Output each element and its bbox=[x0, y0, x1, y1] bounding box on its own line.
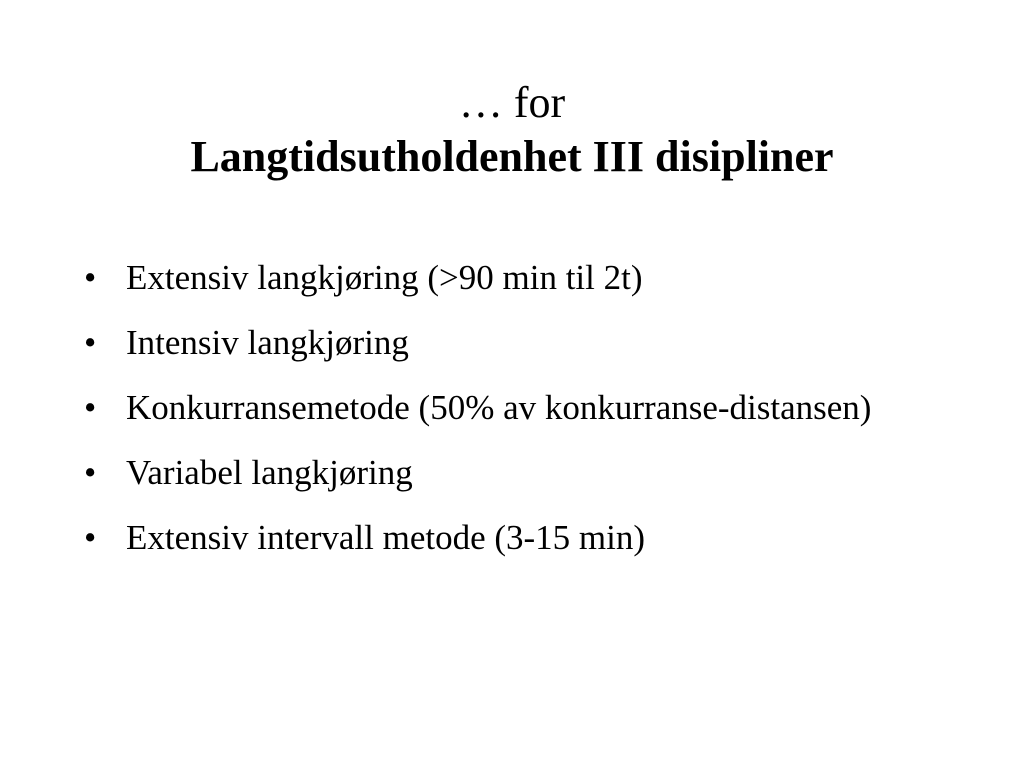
bullet-text: Extensiv langkjøring (>90 min til 2t) bbox=[126, 258, 643, 297]
slide-title bbox=[0, 76, 1024, 184]
list-item bbox=[84, 323, 944, 363]
list-item bbox=[84, 518, 944, 558]
bullet-icon: • bbox=[84, 323, 97, 362]
title-line-1: … for bbox=[458, 78, 566, 127]
bullet-text: Variabel langkjøring bbox=[126, 453, 413, 492]
bullet-list bbox=[84, 258, 944, 583]
list-item bbox=[84, 258, 944, 298]
list-item bbox=[84, 388, 926, 428]
bullet-text: Extensiv intervall metode (3-15 min) bbox=[126, 518, 646, 557]
bullet-icon: • bbox=[84, 453, 97, 492]
bullet-icon: • bbox=[84, 258, 97, 297]
bullet-text: Konkurransemetode (50% av konkurranse-distansen) bbox=[126, 388, 872, 427]
bullet-text: Intensiv langkjøring bbox=[126, 323, 409, 362]
list-item bbox=[84, 453, 944, 493]
bullet-icon: • bbox=[84, 388, 97, 427]
bullet-icon: • bbox=[84, 518, 97, 557]
title-line-2: Langtidsutholdenhet III disipliner bbox=[190, 132, 834, 181]
